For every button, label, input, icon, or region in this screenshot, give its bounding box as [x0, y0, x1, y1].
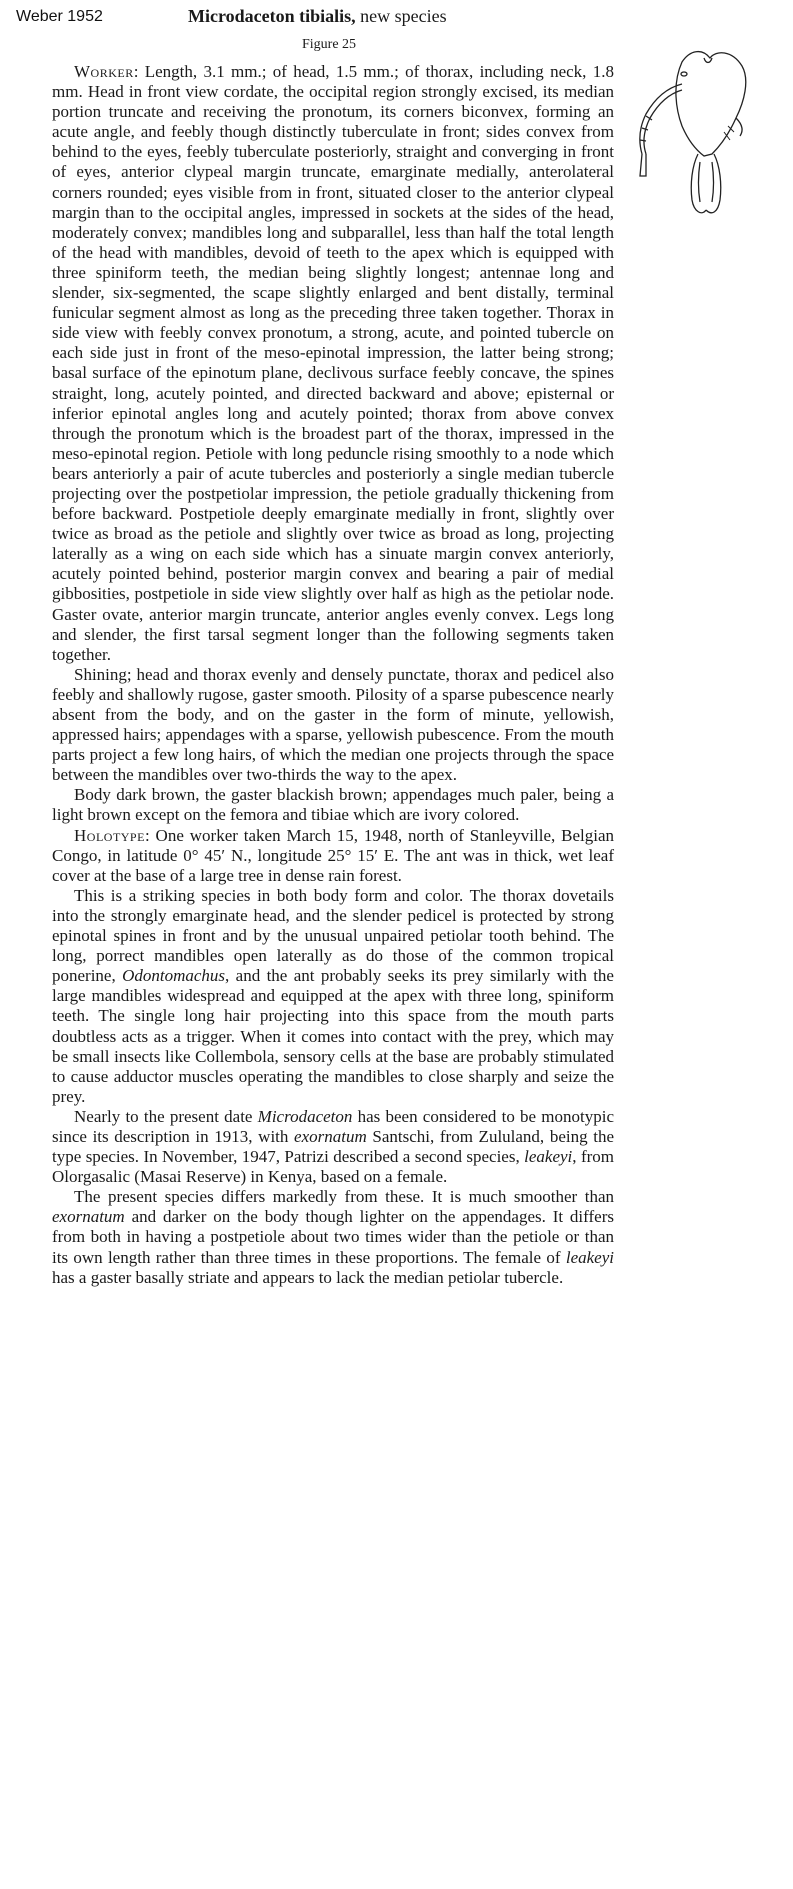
description-text — [52, 62, 614, 1288]
title-suffix: new species — [360, 6, 447, 26]
figure-label: Figure 25 — [302, 37, 357, 52]
discussion-text-a: This is a striking species in both body form and color. The thorax dovetails into the strongly emarginate head, and the slender pedicel is protected by strong epinotal spines in front and by the unusual unpaired petiolar tooth behind. The long, porrect mandibles open laterally as do those of the common tropical ponerine, — [52, 885, 614, 986]
sculpture-paragraph: Shining; head and thorax evenly and densely punctate, thorax and pedicel also feebly and shallowly rugose, gaster smooth. Pilosity of a sparse pubescence nearly absent from the body, and on the gaster in the form of minute, yellowish, appressed hairs; appendages with a sparse, yellowish pubescence. From the mouth parts project a few long hairs, of which the median one projects through the space between the mandibles over two-thirds the way to the apex. — [52, 664, 614, 785]
holotype-label: Holotype — [74, 825, 145, 845]
ant-head-figure — [620, 44, 780, 224]
species-title — [188, 6, 447, 27]
worker-paragraph — [52, 62, 614, 665]
head-outline — [676, 52, 746, 156]
history-text-d: , from Olorgasalic (Masai Reserve) in Kenya, based on a female. — [52, 1147, 614, 1187]
history-text-c: Santschi, from Zululand, being the type species. In November, 1947, Patrizi described a second species, — [52, 1126, 614, 1167]
citation: Weber 1952 — [16, 8, 103, 25]
eye — [681, 72, 687, 76]
discussion-paragraph — [52, 886, 614, 1107]
holotype-description: : One worker taken March 15, 1948, north of Stanleyville, Belgian Congo, in latitude 0° 45′ N., longitude 25° 15′ E. The ant was in thick, wet leaf cover at the base of a large tree in dense rain forest. — [52, 825, 614, 885]
comparison-text-a: The present species differs markedly from these. It is much smoother than — [74, 1187, 614, 1207]
history-paragraph — [52, 1107, 614, 1187]
discussion-text-b: , and the ant probably seeks its prey similarly with the large mandibles widespread and equipped at the apex with three long, spiniform teeth. The single long hair projecting into this space from the mouth parts doubtless acts as a trigger. When it comes into contact with the prey, which may be small insects like Collembola, sensory cells at the base are probably stimulated to cause adductor muscles operating the mandibles to close sharply and seize the prey. — [52, 966, 614, 1106]
species-epithet: exornatum — [52, 1207, 125, 1227]
comparison-text-b: and darker on the body though lighter on the appendages. It differs from both in having a postpetiole about two times wider than the petiole or than its own length rather than three times in these proportions. The female of — [52, 1207, 614, 1267]
holotype-paragraph — [52, 826, 614, 886]
genus-name: Microdaceton — [257, 1106, 353, 1126]
species-name: Microdaceton tibialis, — [188, 6, 356, 26]
species-epithet: leakeyi — [524, 1147, 573, 1167]
genus-name: Odontomachus — [122, 966, 226, 986]
history-text-b: has been considered to be monotypic since its description in 1913, with — [52, 1106, 614, 1146]
history-text-a: Nearly to the present date — [74, 1106, 258, 1126]
comparison-text-c: has a gaster basally striate and appears to lack the median petiolar tubercle. — [52, 1267, 564, 1287]
comparison-paragraph — [52, 1187, 614, 1287]
worker-label: Worker — [74, 62, 134, 81]
worker-description: : Length, 3.1 mm.; of head, 1.5 mm.; of thorax, including neck, 1.8 mm. Head in front view cordate, the occipital region strongly excised, its median portion truncate and receiving the pronotum, its corners biconvex, forming an acute angle, and feebly though distinctly tuberculate in front; sides convex from behind to the eyes, feebly tuberculate posteriorly, straight and converging in front of eyes, anterior clypeal margin truncate, emarginate medially, anterolateral corners rounded; eyes visible from in front, situated closer to the anterior clypeal margin than to the occipital angles, impressed in sockets at the sides of the head, moderately convex; mandibles long and subparallel, less than half the total length of the head with mandibles, devoid of teeth to the apex which is equipped with three spiniform teeth, the median being slightly longest; antennae long and slender, six-segmented, the scape slightly enlarged and bent distally, terminal funicular segment almost as long as the preceding three taken together. Thorax in side view with feebly convex pronotum, a strong, acute, and pointed tubercle on each side just in front of the meso-epinotal impression, the latter being strong; basal surface of the epinotum plane, declivous surface feebly concave, the spines straight, long, acutely pointed, and directed backward and above; episternal or inferior epinotal angles long and acutely pointed; thorax from above convex through the pronotum which is the broadest part of the thorax, impressed in the meso-epinotal region. Petiole with long peduncle rising smoothly to a node which bears anteriorly a pair of acute tubercles and posteriorly a single median tubercle projecting over the postpetiolar impression, the petiole gradually thickening from before backward. Postpetiole deeply emarginate medially in front, slightly over twice as broad as the petiole and slightly over twice as broad as long, projecting laterally as a wing on each side which has a sinuate margin convex anteriorly, acutely pointed behind, posterior margin convex and bearing a pair of medial gibbosities, postpetiole in side view slightly over half as high as the petiolar node. Gaster ovate, anterior margin truncate, anterior angles evenly convex. Legs long and slender, the first tarsal segment longer than the following segments taken together. — [52, 62, 614, 664]
species-epithet: exornatum — [294, 1126, 367, 1146]
species-epithet: leakeyi — [565, 1247, 614, 1267]
color-paragraph: Body dark brown, the gaster blackish brown; appendages much paler, being a light brown except on the femora and tibiae which are ivory colored. — [52, 785, 614, 825]
